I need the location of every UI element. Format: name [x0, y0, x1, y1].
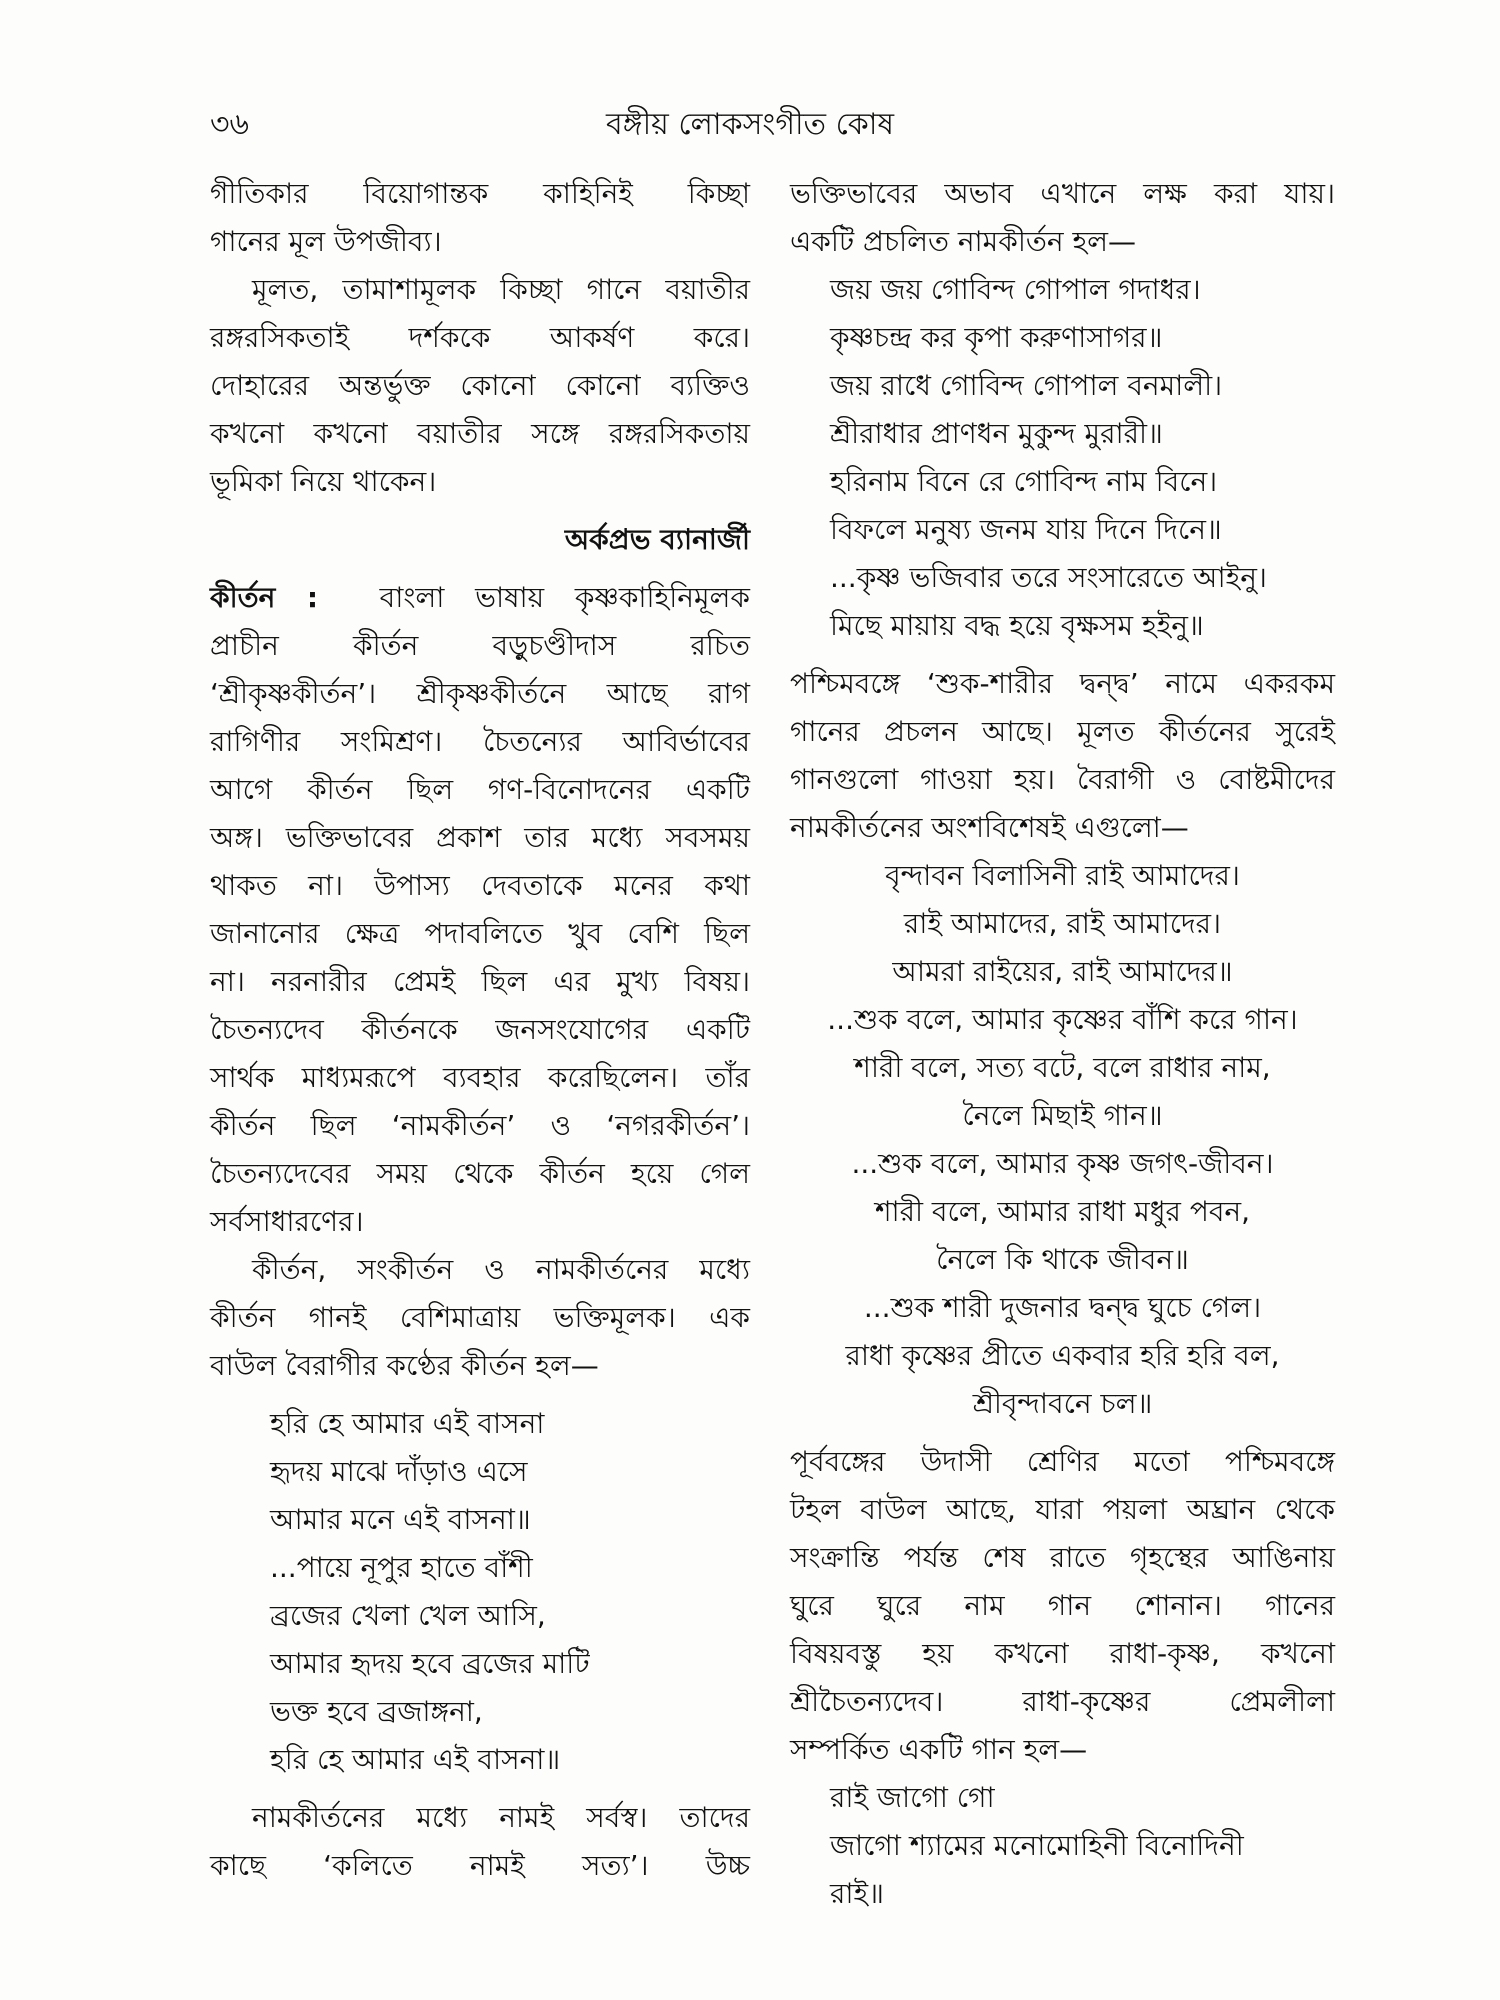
verse-line: নৈলে কি থাকে জীবন॥ — [936, 1243, 1189, 1276]
verse-line: বিফলে মনুষ্য জনম যায় দিনে দিনে॥ — [830, 513, 1222, 546]
verse-line: জাগো শ্যামের মনোমোহিনী বিনোদিনী — [830, 1829, 1244, 1862]
verse-line: রাই আমাদের, রাই আমাদের। — [903, 907, 1222, 940]
left-column — [210, 170, 750, 1890]
verse-line: নৈলে মিছাই গান॥ — [962, 1099, 1163, 1132]
right-column — [790, 170, 1335, 1918]
text-line: কীর্তন, সংকীর্তন ও নামকীর্তনের মধ্যে — [252, 1253, 750, 1286]
verse-line: জয় রাধে গোবিন্দ গোপাল বনমালী। — [830, 369, 1223, 402]
text-line: প্রাচীন কীর্তন বড়ুচণ্ডীদাস রচিত — [210, 629, 750, 662]
verse-line: ব্রজের খেলা খেল আসি, — [270, 1599, 546, 1632]
author-signature: অর্কপ্রভ ব্যানার্জী — [564, 523, 750, 556]
verse-line: ...শুক শারী দুজনার দ্বন্দ্ব ঘুচে গেল। — [863, 1291, 1262, 1324]
verse-line: রাই॥ — [830, 1877, 884, 1910]
verse-line: হরি হে আমার এই বাসনা॥ — [270, 1743, 561, 1776]
verse-line: ...শুক বলে, আমার কৃষ্ণের বাঁশি করে গান। — [827, 1003, 1298, 1036]
verse-line: আমার মনে এই বাসনা॥ — [270, 1503, 531, 1536]
verse-line: শ্রীরাধার প্রাণধন মুকুন্দ মুরারী॥ — [830, 417, 1163, 450]
text-line: ঘুরে ঘুরে নাম গান শোনান। গানের — [790, 1589, 1335, 1622]
text-line: পশ্চিমবঙ্গে ‘শুক-শারীর দ্বন্দ্ব’ নামে একরকম — [790, 667, 1335, 700]
text-line: শ্রীচৈতন্যদেব। রাধা-কৃষ্ণের প্রেমলীলা — [790, 1685, 1335, 1718]
verse-line: শারী বলে, সত্য বটে, বলে রাধার নাম, — [854, 1051, 1271, 1084]
song-verse — [210, 1400, 750, 1784]
song-verse — [790, 852, 1335, 1428]
page-number: ৩৬ — [210, 107, 250, 142]
text-line: অঙ্গ। ভক্তিভাবের প্রকাশ তার মধ্যে সবসময় — [210, 821, 750, 854]
text-line: টহল বাউল আছে, যারা পয়লা অঘ্রান থেকে — [790, 1493, 1335, 1526]
text-line: গীতিকার বিয়োগান্তক কাহিনিই কিচ্ছা — [210, 177, 750, 210]
verse-line: হৃদয় মাঝে দাঁড়াও এসে — [270, 1455, 528, 1488]
text-line: সম্পর্কিত একটি গান হল— — [790, 1733, 1088, 1766]
verse-line: হরিনাম বিনে রে গোবিন্দ নাম বিনে। — [830, 465, 1218, 498]
text-line: সর্বসাধারণের। — [210, 1205, 364, 1238]
text-line: সংক্রান্তি পর্যন্ত শেষ রাতে গৃহস্থের আঙিনায় — [790, 1541, 1335, 1574]
text-line: রাগিণীর সংমিশ্রণ। চৈতন্যের আবির্ভাবের — [210, 725, 750, 758]
text-line: আগে কীর্তন ছিল গণ-বিনোদনের একটি — [210, 773, 750, 806]
text-line: একটি প্রচলিত নামকীর্তন হল— — [790, 225, 1137, 258]
verse-line: ভক্ত হবে ব্রজাঙ্গনা, — [270, 1695, 483, 1728]
verse-line: মিছে মায়ায় বদ্ধ হয়ে বৃক্ষসম হইনু॥ — [830, 609, 1204, 642]
verse-line: শ্রীবৃন্দাবনে চল॥ — [972, 1387, 1153, 1420]
text-line: জানানোর ক্ষেত্র পদাবলিতে খুব বেশি ছিল — [210, 917, 750, 950]
text-line: নামকীর্তনের মধ্যে নামই সর্বস্ব। তাদের — [252, 1801, 750, 1834]
entry-term: কীর্তন : — [210, 581, 319, 614]
text-line: কখনো কখনো বয়াতীর সঙ্গে রঙ্গরসিকতায় — [210, 417, 750, 450]
text-line: সার্থক মাধ্যমরূপে ব্যবহার করেছিলেন। তাঁর — [210, 1061, 750, 1094]
text-line: পূর্ববঙ্গের উদাসী শ্রেণির মতো পশ্চিমবঙ্গে — [790, 1445, 1335, 1478]
verse-line: শারী বলে, আমার রাধা মধুর পবন, — [874, 1195, 1251, 1228]
text-line: কাছে ‘কলিতে নামই সত্য’। উচ্চ — [210, 1849, 750, 1882]
text-line: থাকত না। উপাস্য দেবতাকে মনের কথা — [210, 869, 750, 902]
verse-line: আমরা রাইয়ের, রাই আমাদের॥ — [892, 955, 1233, 988]
verse-line: আমার হৃদয় হবে ব্রজের মাটি — [270, 1647, 590, 1680]
verse-line: ...কৃষ্ণ ভজিবার তরে সংসারেতে আইনু। — [830, 561, 1267, 594]
verse-line: কৃষ্ণচন্দ্র কর কৃপা করুণাসাগর॥ — [830, 321, 1163, 354]
verse-line: রাধা কৃষ্ণের প্রীতে একবার হরি হরি বল, — [845, 1339, 1280, 1372]
text-line: না। নরনারীর প্রেমই ছিল এর মুখ্য বিষয়। — [210, 965, 750, 998]
verse-line: জয় জয় গোবিন্দ গোপাল গদাধর। — [830, 273, 1201, 306]
text-line: গানের প্রচলন আছে। মূলত কীর্তনের সুরেই — [790, 715, 1335, 748]
text-line: ভক্তিভাবের অভাব এখানে লক্ষ করা যায়। — [790, 177, 1335, 210]
song-verse — [790, 1774, 1335, 1918]
text-line: কীর্তন গানই বেশিমাত্রায় ভক্তিমূলক। এক — [210, 1301, 750, 1334]
text-line: কীর্তন ছিল ‘নামকীর্তন’ ও ‘নগরকীর্তন’। — [210, 1109, 750, 1142]
text-line: চৈতন্যদেব কীর্তনকে জনসংযোগের একটি — [210, 1013, 750, 1046]
running-title: বঙ্গীয় লোকসংগীত কোষ — [605, 107, 895, 142]
text-line: বাউল বৈরাগীর কণ্ঠের কীর্তন হল— — [210, 1349, 599, 1382]
verse-line: বৃন্দাবন বিলাসিনী রাই আমাদের। — [885, 859, 1240, 892]
text-line: গানগুলো গাওয়া হয়। বৈরাগী ও বোষ্টমীদের — [790, 763, 1335, 796]
text-line: দোহারের অন্তর্ভুক্ত কোনো কোনো ব্যক্তিও — [210, 369, 750, 402]
entry-first-text: বাংলা ভাষায় কৃষ্ণকাহিনিমূলক — [379, 581, 750, 614]
text-line: নামকীর্তনের অংশবিশেষই এগুলো— — [790, 811, 1189, 844]
entry-heading-line — [210, 574, 750, 622]
page-header — [210, 100, 1290, 150]
text-line: চৈতন্যদেবের সময় থেকে কীর্তন হয়ে গেল — [210, 1157, 750, 1190]
verse-line: ...শুক বলে, আমার কৃষ্ণ জগৎ-জীবন। — [851, 1147, 1274, 1180]
text-line: মূলত, তামাশামূলক কিচ্ছা গানে বয়াতীর — [252, 273, 750, 306]
verse-line: রাই জাগো গো — [830, 1781, 995, 1814]
text-line: ভূমিকা নিয়ে থাকেন। — [210, 465, 437, 498]
text-line: ‘শ্রীকৃষ্ণকীর্তন’। শ্রীকৃষ্ণকীর্তনে আছে রাগ — [210, 677, 750, 710]
verse-line: ...পায়ে নূপুর হাতে বাঁশী — [270, 1551, 533, 1584]
verse-line: হরি হে আমার এই বাসনা — [270, 1407, 545, 1440]
song-verse — [790, 266, 1335, 650]
text-line: বিষয়বস্তু হয় কখনো রাধা-কৃষ্ণ, কখনো — [790, 1637, 1335, 1670]
text-line: রঙ্গরসিকতাই দর্শককে আকর্ষণ করে। — [210, 321, 750, 354]
text-line: গানের মূল উপজীব্য। — [210, 225, 442, 258]
